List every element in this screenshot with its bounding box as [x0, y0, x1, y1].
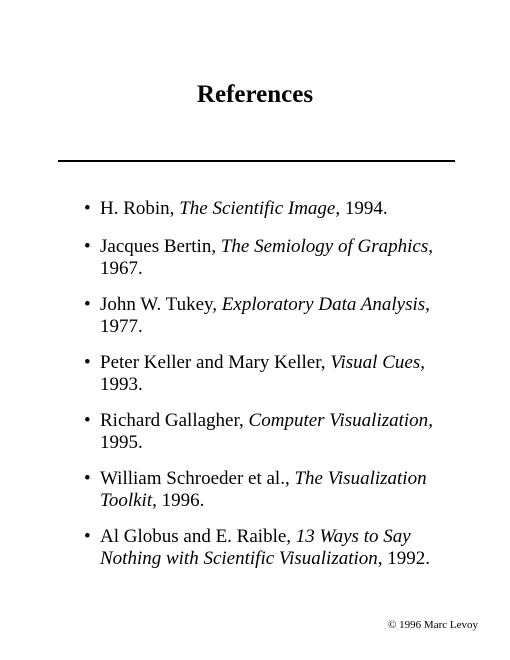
reference-title: The Semiology of Graphics	[220, 236, 429, 257]
bullet-icon: •	[84, 352, 91, 373]
reference-text	[100, 468, 444, 512]
reference-title: The Scientific Image	[179, 198, 336, 219]
reference-item	[84, 352, 444, 396]
reference-item	[84, 198, 444, 220]
reference-author: Richard Gallagher,	[100, 410, 249, 431]
reference-year: , 1996.	[152, 490, 205, 511]
copyright-notice: © 1996 Marc Levoy	[388, 619, 478, 631]
reference-item	[84, 410, 444, 454]
reference-author: Al Globus and E. Raible,	[100, 526, 296, 547]
title-divider	[58, 160, 455, 162]
bullet-icon: •	[84, 294, 91, 315]
reference-item	[84, 468, 444, 512]
reference-year: , 1995.	[100, 410, 433, 453]
reference-year: , 1993.	[100, 352, 425, 395]
bullet-icon: •	[84, 468, 91, 489]
reference-title: 13 Ways to Say Nothing with Scientific Visualization	[100, 526, 411, 569]
reference-item	[84, 294, 444, 338]
reference-author: Jacques Bertin,	[100, 236, 221, 257]
reference-text	[100, 236, 444, 280]
reference-text	[100, 526, 444, 570]
reference-text	[100, 352, 444, 396]
reference-author: Peter Keller and Mary Keller,	[100, 352, 331, 373]
reference-year: , 1967.	[100, 236, 433, 279]
reference-author: John W. Tukey,	[100, 294, 222, 315]
reference-title: Computer Visualization	[248, 410, 429, 431]
reference-title: Visual Cues	[330, 352, 421, 373]
reference-item	[84, 236, 444, 280]
page-title: References	[196, 81, 314, 108]
reference-title: The Visualization Toolkit	[100, 468, 427, 511]
bullet-icon: •	[84, 198, 91, 219]
reference-title: Exploratory Data Analysis	[221, 294, 426, 315]
bullet-icon: •	[84, 410, 91, 431]
bullet-icon: •	[84, 236, 91, 257]
reference-text	[100, 410, 444, 454]
reference-year: , 1994.	[335, 198, 388, 219]
reference-year: , 1992.	[377, 548, 431, 569]
reference-author: William Schroeder et al.,	[100, 468, 295, 489]
reference-text	[100, 198, 444, 220]
reference-year: , 1977.	[100, 294, 430, 337]
bullet-icon: •	[84, 526, 91, 547]
reference-author: H. Robin,	[100, 198, 180, 219]
reference-item	[84, 526, 444, 570]
reference-text	[100, 294, 444, 338]
